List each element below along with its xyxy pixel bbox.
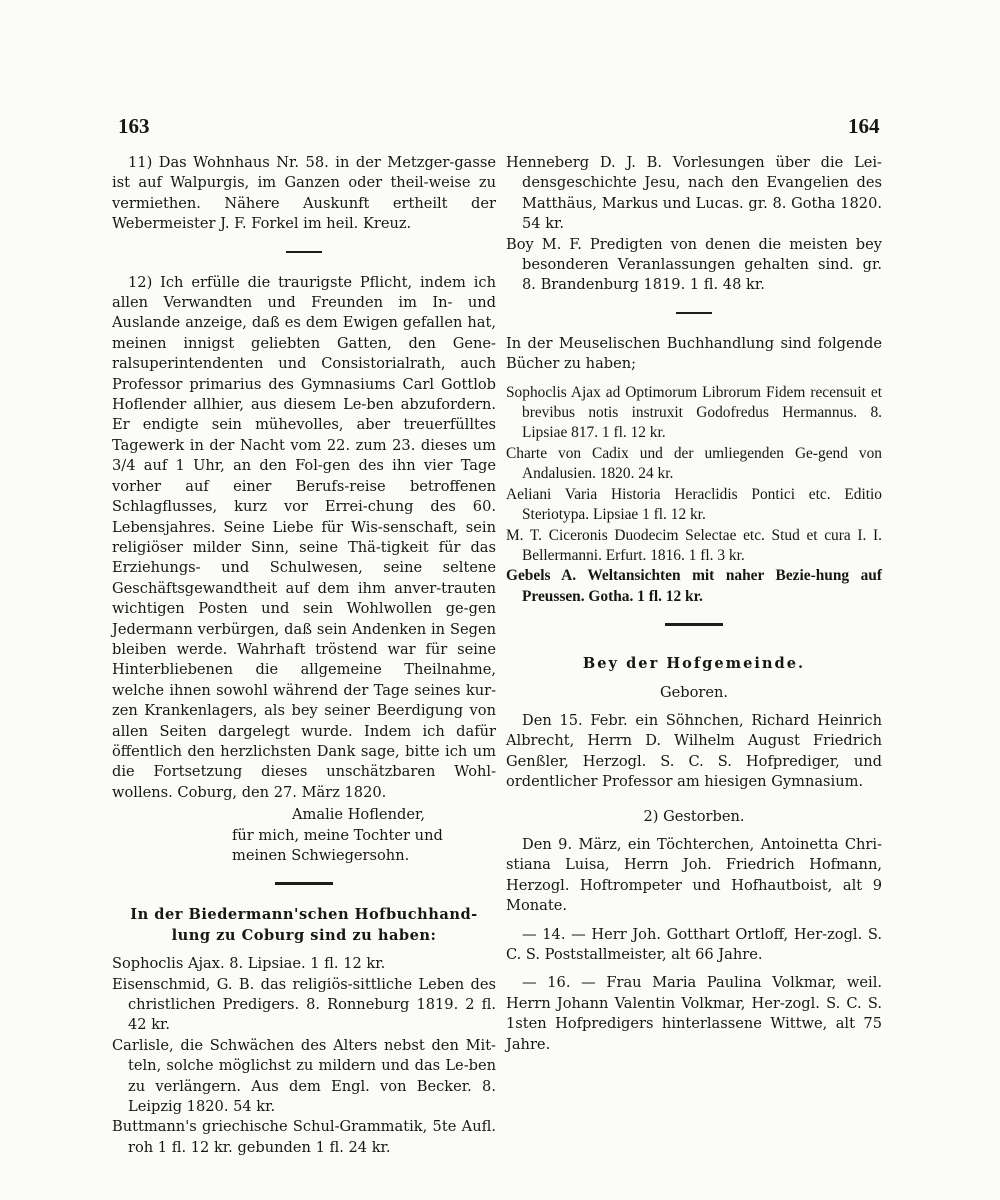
book-listing: Carlisle, die Schwächen des Alters nebst den Mit-teln, solche möglichst zu mildern und das Le-ben zu verlängern. Aus dem Engl. von Becker. 8. Leipzig 1820. 54 kr. — [112, 1036, 496, 1116]
signature-line: meinen Schwiegersohn. — [232, 847, 410, 864]
notice-house-rental: 11) Das Wohnhaus Nr. 58. in der Metzger-gasse ist auf Walpurgis, im Ganzen oder theil-weise zu vermiethen. Nähere Auskunft ertheilt der Webermeister J. F. Forkel im heil. Kreuz. — [112, 154, 496, 233]
death-entry: — 14. — Herr Joh. Gotthart Ortloff, Her-zogl. S. C. S. Poststallmeister, alt 66 Jahre. — [506, 925, 882, 963]
book-listing: M. T. Ciceronis Duodecim Selectae etc. Stud et cura I. I. Bellermanni. Erfurt. 1816. 1 fl. 3 kr. — [506, 526, 882, 564]
parish-heading: Bey der Hofgemeinde. — [582, 655, 806, 673]
signature-block — [112, 805, 496, 866]
book-listing: Boy M. F. Predigten von denen die meisten bey besonderen Veranlassungen gehalten sind. gr. 8. Brandenburg 1819. 1 fl. 48 kr. — [506, 235, 882, 294]
left-column — [112, 153, 496, 1158]
book-listing: Charte von Cadix und der umliegenden Ge-gend von Andalusien. 1820. 24 kr. — [506, 444, 882, 483]
death-entry: Den 9. März, ein Töchterchen, Antoinetta Chri-stiana Luisa, Herrn Joh. Friedrich Hofmann, Herzogl. Hoftrompeter und Hofhautboist, alt 9 Monate. — [506, 835, 882, 915]
separator-rule — [676, 312, 712, 314]
signature-line: für mich, meine Tochter und — [232, 826, 443, 844]
page-number-right: 164 — [848, 114, 880, 138]
book-listing: Buttmann's griechische Schul-Grammatik, 5te Aufl. roh 1 fl. 12 kr. gebunden 1 fl. 24 kr. — [112, 1118, 496, 1156]
separator-rule — [665, 623, 723, 626]
separator-rule — [275, 882, 333, 885]
book-listing: Aeliani Varia Historia Heraclidis Pontici etc. Editio Steriotypa. Lipsiae 1 fl. 12 kr. — [506, 485, 882, 524]
births-label: Geboren. — [659, 683, 729, 701]
page-number-left: 163 — [118, 114, 150, 138]
signature-name: Amalie Hoflender, — [292, 806, 425, 824]
book-listing: Gebels A. Weltansichten mit naher Bezie-hung auf Preussen. Gotha. 1 fl. 12 kr. — [506, 567, 882, 605]
book-listing: Henneberg D. J. B. Vorlesungen über die Lei-densgeschichte Jesu, nach den Evangelien des Matthäus, Markus und Lucas. gr. 8. Gotha 1820. 54 kr. — [506, 154, 882, 233]
right-column — [506, 153, 882, 1055]
separator-rule — [286, 251, 322, 253]
deaths-label: 2) Gestorben. — [643, 807, 745, 825]
book-listing: Sophoclis Ajax. 8. Lipsiae. 1 fl. 12 kr. — [112, 955, 386, 973]
birth-entry: Den 15. Febr. ein Söhnchen, Richard Heinrich Albrecht, Herrn D. Wilhelm August Friedrich Genßler, Herzogl. S. C. S. Hofprediger, und ordentlicher Professor am hiesigen Gymnasium. — [506, 711, 882, 791]
book-listing: Sophoclis Ajax ad Optimorum Librorum Fidem recensuit et brevibus notis instruxit Godofredus Hermannus. 8. Lipsiae 817. 1 fl. 12 kr. — [506, 383, 882, 442]
bookshop-heading: In der Biedermann'schen Hofbuchhand-lung zu Coburg sind zu haben: — [130, 906, 478, 944]
bookshop-heading: In der Meuselischen Buchhandlung sind folgende Bücher zu haben; — [506, 334, 882, 373]
notice-death-announcement: 12) Ich erfülle die traurigste Pflicht, indem ich allen Verwandten und Freunden im In- und Auslande anzeige, daß es dem Ewigen gefallen hat, meinen innigst geliebten Gatten, den Gene-ralsuperintendenten und Consistorialrath, auch Professor primarius des Gymnasiums Carl Gottlob Hoflender allhier, aus diesem Le-ben abzufordern. Er endigte sein mühevolles, aber treuerfülltes Tagewerk in der Nacht vom 22. zum 23. dieses um 3/4 auf 1 Uhr, an den Fol-gen des ihn vier Tage vorher auf einer Berufs-reise betroffenen Schlagflusses, kurz vor Errei-chung des 60. Lebensjahres. Seine Liebe für Wis-senschaft, sein religiöser milder Sinn, seine Thä-tigkeit für das Erziehungs- und Schulwesen, seine seltene Geschäftsgewandtheit auf dem ihm anver-trauten wichtigen Posten und sein Wohlwollen ge-gen Jedermann verbürgen, daß sein Andenken in Segen bleiben werde. Wahrhaft tröstend war für seine Hinterbliebenen die allgemeine Theilnahme, welche ihnen sowohl während der Tage seines kur-zen Krankenlagers, als bey seiner Beerdigung von allen Seiten dargelegt wurde. Indem ich dafür öffentlich den herzlichsten Dank sage, bitte ich um die Fortsetzung dieses unschätzbaren Wohl-wollens. Coburg, den 27. März 1820. — [112, 273, 496, 801]
death-entry: — 16. — Frau Maria Paulina Volkmar, weil. Herrn Johann Valentin Volkmar, Her-zogl. S. C. S. 1sten Hofpredigers hinterlassene Wittwe, alt 75 Jahre. — [506, 974, 882, 1053]
book-listing: Eisenschmid, G. B. das religiös-sittliche Leben des christlichen Predigers. 8. Ronneburg 1819. 2 fl. 42 kr. — [112, 975, 496, 1034]
